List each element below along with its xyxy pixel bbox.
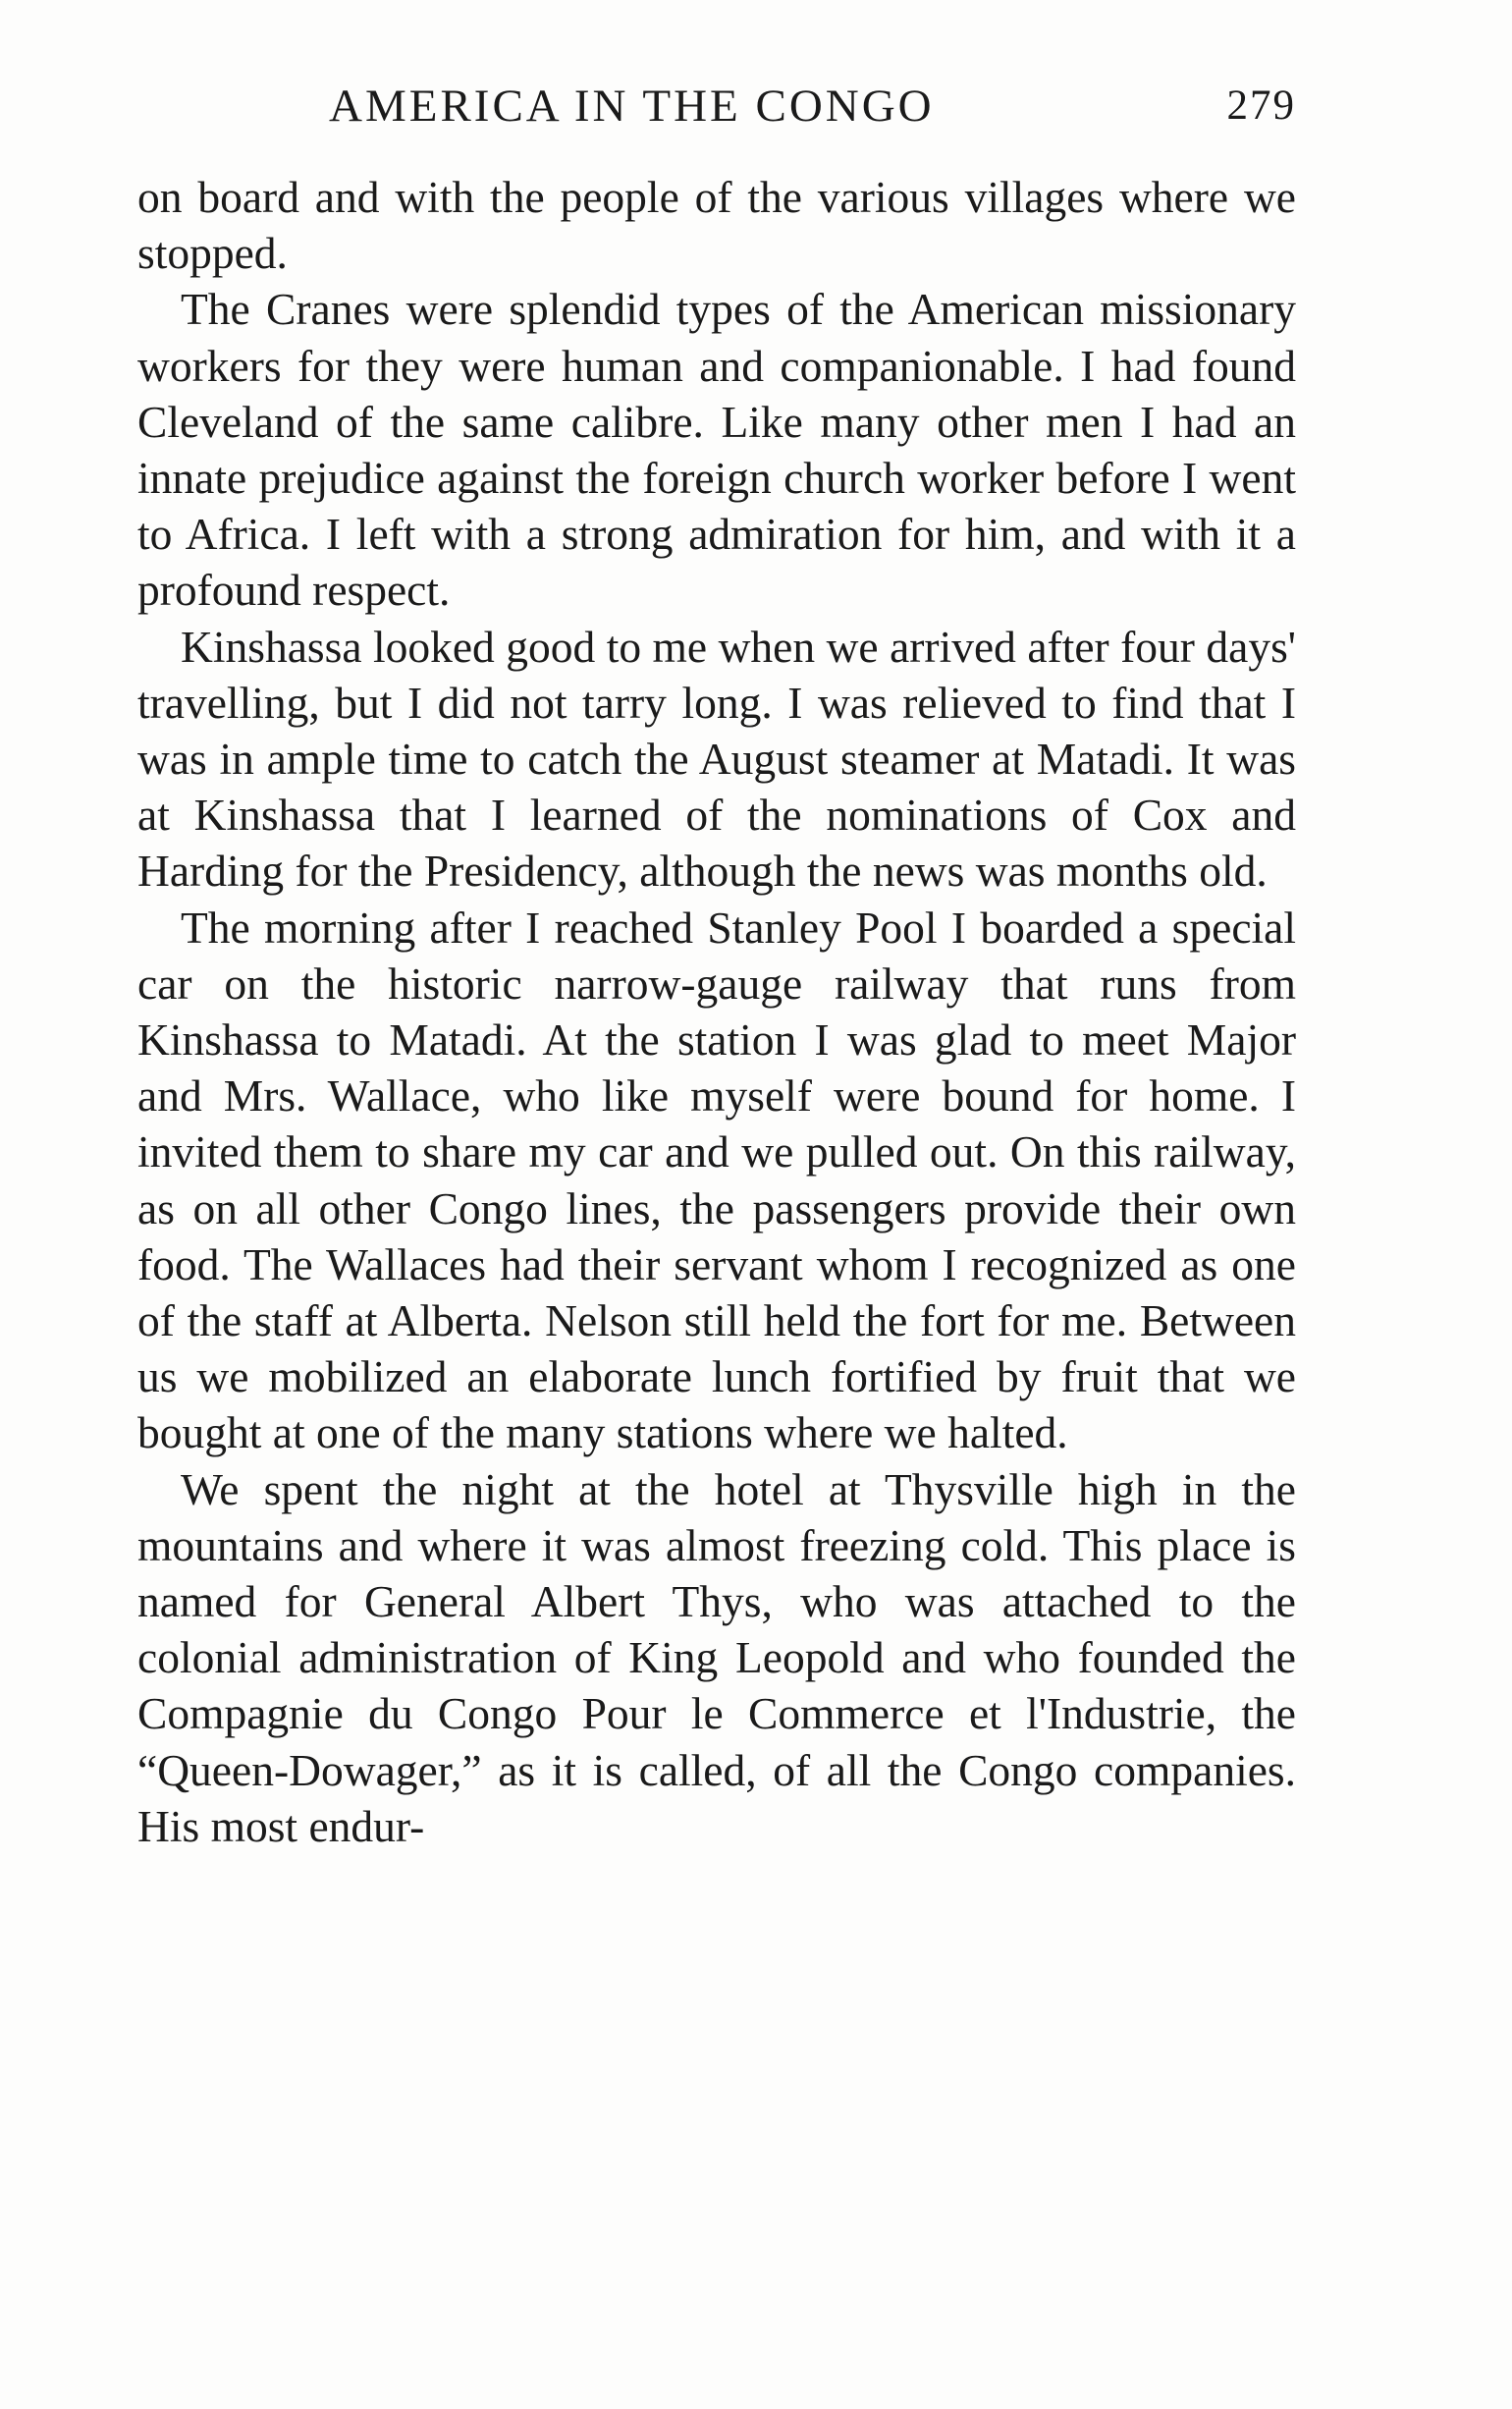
paragraph-cranes: The Cranes were splendid types of the American missionary workers for they were human and companionable. I had found Cleveland of the same calibre. Like many other men I had an innate prejudice against the foreign church worker before I went to Africa. I left with a strong admiration for him, and with it a profound respect. [137,284,1296,616]
paragraph-railway: The morning after I reached Stanley Pool I boarded a special car on the historic narrow-gauge railway that runs from Kinshassa to Matadi. At the station I was glad to meet Major and Mrs. Wallace, who like myself were bound for home. I invited them to share my car and we pulled out. On this railway, as on all other Congo lines, the passengers provide their own food. The Wallaces had their servant whom I recognized as one of the staff at Alberta. Nelson still held the fort for me. Between us we mobilized an elaborate lunch fortified by fruit that we bought at one of the many stations where we halted. [137,902,1296,1458]
running-head: AMERICA IN THE CONGO [329,81,935,132]
paragraph-thysville: We spent the night at the hotel at Thysville high in the mountains and where it was almost freezing cold. This place is named for General Albert Thys, who was attached to the colonial administration of King Leopold and who founded the Compagnie du Congo Pour le Commerce et l'Industrie, the “Queen-Dowager,” as it is called, of all the Congo companies. His most endur- [137,1463,1296,1851]
paragraph-continued: on board and with the people of the various villages where we stopped. [137,172,1296,279]
paragraph-kinshassa: Kinshassa looked good to me when we arrived after four days' travelling, but I did not tarry long. I was relieved to find that I was in ample time to catch the August steamer at Matadi. It was at Kinshassa that I learned of the nominations of Cox and Harding for the Presidency, although the news was months old. [137,621,1296,897]
body-text [137,169,1296,1854]
page-number: 279 [1226,82,1296,129]
page-header [137,77,1296,136]
